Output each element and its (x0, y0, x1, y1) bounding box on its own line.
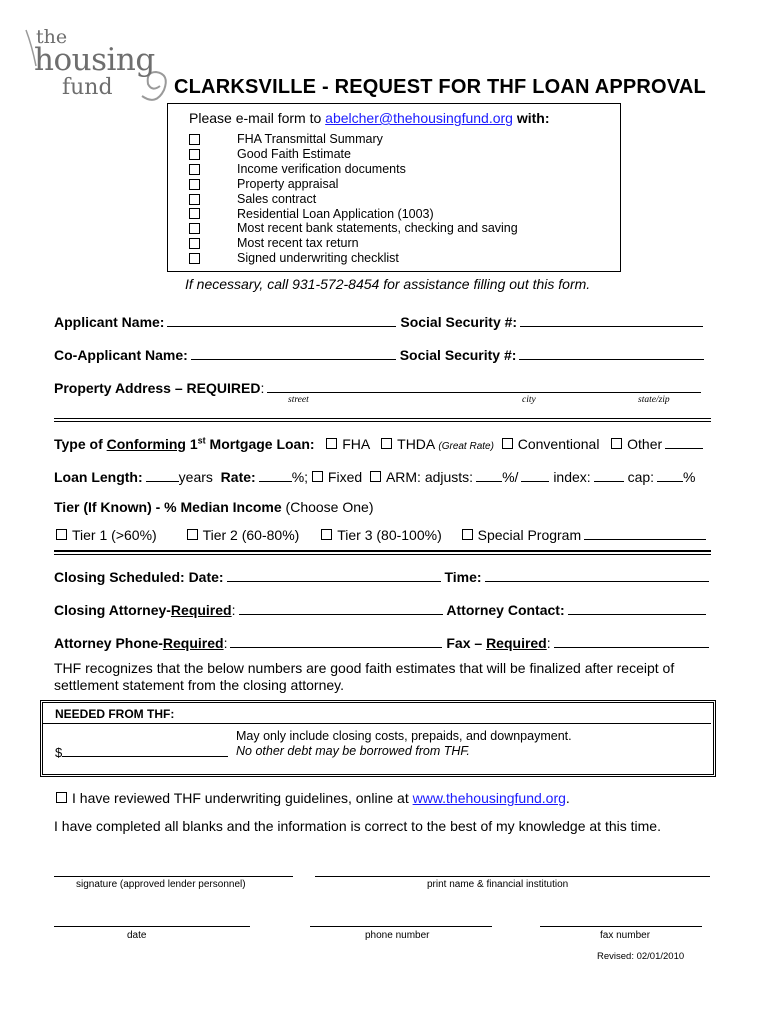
ssn-label: Social Security #: (400, 314, 518, 330)
fixed-label: Fixed (327, 469, 363, 485)
checklist-label: Residential Loan Application (1003) (237, 206, 434, 221)
checklist-label: Signed underwriting checklist (237, 251, 399, 266)
logo-text-housing: housing (34, 42, 155, 78)
fax-caption: fax number (600, 930, 651, 941)
tier2-checkbox[interactable] (187, 529, 198, 540)
checklist-item (189, 251, 518, 266)
required-marker: Required (170, 602, 232, 618)
cap-pct: % (683, 469, 696, 485)
needed-heading: NEEDED FROM THF: (55, 707, 175, 721)
logo-text-the: the (36, 26, 68, 48)
needed-amount-row (55, 742, 228, 760)
checkbox[interactable] (189, 134, 200, 145)
arm-sep: %/ (502, 469, 519, 485)
rate-label: Rate: (220, 469, 256, 485)
special-program-label: Special Program (477, 527, 582, 543)
conventional-checkbox[interactable] (502, 438, 513, 449)
revised-date: Revised: 02/01/2010 (597, 951, 685, 962)
signature-line[interactable] (54, 876, 293, 877)
checkbox[interactable] (189, 194, 200, 205)
guidelines-link[interactable]: www.thehousingfund.org (412, 790, 566, 806)
other-label: Other (627, 436, 663, 452)
checklist-item (189, 177, 518, 192)
special-program-field[interactable] (584, 525, 706, 540)
fax-line[interactable] (540, 926, 702, 927)
attorney-phone-label (54, 635, 224, 651)
other-field[interactable] (665, 434, 703, 449)
email-prefix: Please e-mail form to (189, 110, 326, 126)
divider (54, 550, 711, 552)
attorney-phone-field[interactable] (230, 633, 442, 648)
index-label: index: (553, 469, 591, 485)
fax-field[interactable] (554, 633, 709, 648)
applicant-row (54, 312, 703, 330)
checklist-label: Most recent bank statements, checking and saving (237, 221, 518, 236)
needed-amount-field[interactable] (62, 742, 228, 757)
email-instruction (189, 110, 550, 126)
tier3-label: Tier 3 (80-100%) (337, 527, 442, 543)
checkbox[interactable] (189, 238, 200, 249)
required-marker: Required (162, 635, 224, 651)
phone-caption: phone number (365, 930, 430, 941)
loan-length-field[interactable] (146, 467, 179, 482)
checklist-label: Most recent tax return (237, 236, 359, 251)
needed-notes (236, 729, 572, 759)
colon: : (231, 602, 236, 618)
address-colon: : (260, 380, 265, 396)
attorney-contact-field[interactable] (568, 600, 706, 615)
thda-label: THDA (397, 436, 435, 452)
arm-label: ARM: adjusts: (385, 469, 474, 485)
needed-note-2: No other debt may be borrowed from THF. (236, 744, 470, 758)
fixed-checkbox[interactable] (312, 471, 323, 482)
index-field[interactable] (594, 467, 624, 482)
ssn2-field[interactable] (519, 345, 704, 360)
signature-caption: signature (approved lender personnel) (76, 879, 246, 890)
checklist-item (189, 162, 518, 177)
review-text: I have reviewed THF underwriting guidelines, online at (72, 790, 413, 806)
colon: : (223, 635, 228, 651)
checklist-item (189, 147, 518, 162)
checklist-label: FHA Transmittal Summary (237, 132, 383, 146)
checkbox[interactable] (189, 179, 200, 190)
logo-text-fund: fund (62, 75, 113, 100)
conventional-label: Conventional (517, 436, 600, 452)
tier1-label: Tier 1 (>60%) (72, 527, 157, 543)
special-checkbox[interactable] (462, 529, 473, 540)
checkbox[interactable] (189, 208, 200, 219)
loan-length-row (54, 467, 695, 485)
coapplicant-name-label: Co-Applicant Name: (54, 347, 188, 363)
thda-checkbox[interactable] (381, 438, 392, 449)
closing-attorney-pre: Closing Attorney- (54, 602, 171, 618)
assistance-note: If necessary, call 931-572-8454 for assistance filling out this form. (185, 276, 591, 292)
checkbox[interactable] (189, 149, 200, 160)
other-checkbox[interactable] (611, 438, 622, 449)
review-checkbox[interactable] (56, 792, 67, 803)
coapplicant-row (54, 345, 704, 363)
tier-options-row (56, 525, 706, 543)
city-caption: city (522, 395, 536, 405)
rate-field[interactable] (259, 467, 292, 482)
print-name-line[interactable] (315, 876, 710, 877)
rate-pct: %; (291, 469, 309, 485)
date-line[interactable] (54, 926, 250, 927)
checklist-item (189, 207, 518, 222)
statezip-caption: state/zip (638, 395, 670, 405)
checklist-item (189, 236, 518, 251)
street-caption: street (288, 395, 309, 405)
loan-type-conforming: Conforming (106, 436, 186, 452)
applicant-name-field[interactable] (167, 312, 396, 327)
tier3-checkbox[interactable] (321, 529, 332, 540)
closing-time-field[interactable] (485, 567, 709, 582)
checklist-label: Good Faith Estimate (237, 146, 351, 161)
ssn2-label: Social Security #: (399, 347, 517, 363)
arm-checkbox[interactable] (370, 471, 381, 482)
checklist-label: Income verification documents (237, 161, 406, 176)
certify-statement: I have completed all blanks and the information is correct to the best of my knowledge at this time. (54, 818, 661, 834)
arm-period-field[interactable] (521, 467, 549, 482)
checkbox[interactable] (189, 164, 200, 175)
needed-divider (43, 723, 711, 724)
review-end: . (565, 790, 570, 806)
checklist-item (189, 132, 518, 147)
good-faith-note: THF recognizes that the below numbers are good faith estimates that will be finalized after receipt of settlement statement from the closing attorney. (54, 660, 675, 693)
fha-label: FHA (342, 436, 370, 452)
tier1-checkbox[interactable] (56, 529, 67, 540)
loan-type-sup: st (197, 435, 206, 446)
closing-date-label: Closing Scheduled: Date: (54, 569, 224, 585)
page-title: CLARKSVILLE - REQUEST FOR THF LOAN APPROVAL (174, 76, 706, 98)
loan-type-pre: Type of (54, 436, 107, 452)
tier-label: Tier (If Known) - % Median Income (54, 499, 282, 515)
checklist-label: Property appraisal (237, 176, 339, 191)
loan-type-num: 1 (185, 436, 198, 452)
divider (54, 554, 711, 555)
closing-time-label: Time: (444, 569, 482, 585)
checkbox[interactable] (189, 253, 200, 264)
fax-label (446, 635, 546, 651)
fax-pre: Fax – (446, 635, 487, 651)
thda-note: (Great Rate) (438, 441, 494, 452)
ssn-field[interactable] (520, 312, 703, 327)
loan-length-label: Loan Length: (54, 469, 143, 485)
phone-line[interactable] (310, 926, 492, 927)
dollar-sign: $ (55, 745, 63, 760)
tier-heading-row (54, 499, 373, 515)
loan-type-post: Mortgage Loan: (205, 436, 315, 452)
needed-note-1: May only include closing costs, prepaids, and downpayment. (236, 729, 572, 743)
attorney-contact-label: Attorney Contact: (446, 602, 565, 618)
cap-label: cap: (627, 469, 655, 485)
required-marker: Required (486, 635, 547, 651)
fha-checkbox[interactable] (326, 438, 337, 449)
attorney-phone-row (54, 633, 709, 651)
applicant-name-label: Applicant Name: (54, 314, 165, 330)
checklist-item (189, 221, 518, 236)
closing-date-row (54, 567, 709, 585)
review-row (56, 790, 570, 806)
divider (54, 418, 711, 419)
cap-field[interactable] (657, 467, 683, 482)
years-label: years (178, 469, 213, 485)
closing-attorney-field[interactable] (239, 600, 443, 615)
date-caption: date (127, 930, 147, 941)
property-address-label: Property Address – REQUIRED (54, 380, 261, 396)
email-suffix: with: (512, 110, 550, 126)
coapplicant-name-field[interactable] (191, 345, 396, 360)
document-checklist (189, 132, 518, 266)
housing-fund-logo (24, 26, 174, 106)
checklist-item (189, 192, 518, 207)
property-address-field[interactable] (267, 378, 701, 393)
tier-note: (Choose One) (281, 499, 374, 515)
attorney-phone-pre: Attorney Phone- (54, 635, 163, 651)
tier2-label: Tier 2 (60-80%) (202, 527, 300, 543)
checklist-label: Sales contract (237, 191, 317, 206)
loan-type-label (54, 436, 315, 452)
closing-attorney-row (54, 600, 706, 618)
print-name-caption: print name & financial institution (427, 879, 569, 890)
address-row (54, 378, 701, 396)
colon: : (546, 635, 551, 651)
email-link[interactable]: abelcher@thehousingfund.org (325, 110, 513, 126)
loan-type-row (54, 434, 703, 452)
divider (54, 421, 711, 422)
closing-date-field[interactable] (227, 567, 441, 582)
arm-adjust-field[interactable] (476, 467, 502, 482)
checkbox[interactable] (189, 223, 200, 234)
closing-attorney-label (54, 602, 232, 618)
